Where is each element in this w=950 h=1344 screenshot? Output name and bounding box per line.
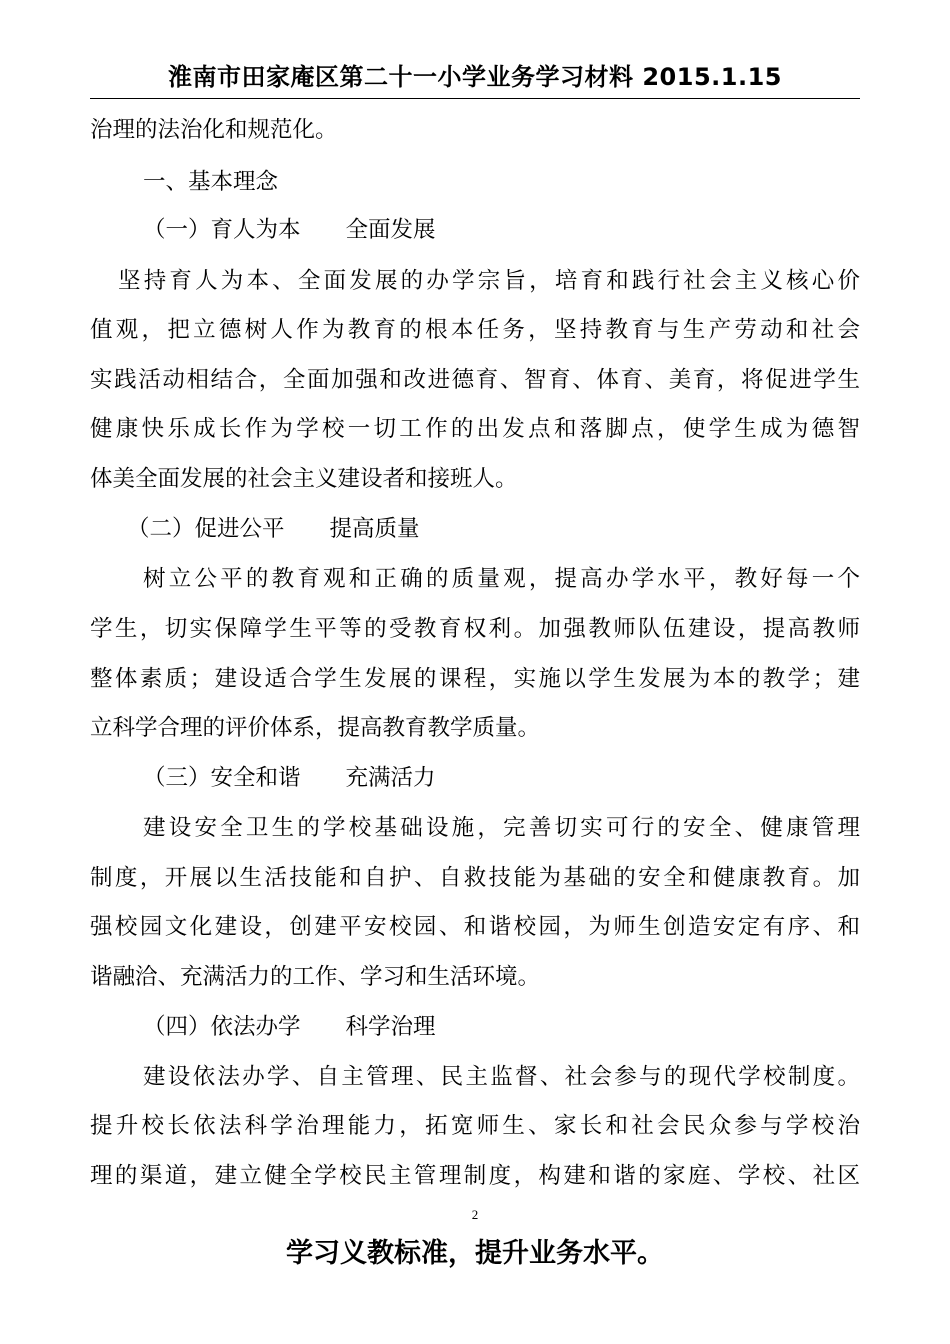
page-number: 2 [471,1207,479,1222]
body-line: 建设安全卫生的学校基础设施，完善切实可行的安全、健康管理 [143,815,860,841]
subsection-heading: （一）育人为本 全面发展 [143,217,436,243]
body-line: 建设依法办学、自主管理、民主监督、社会参与的现代学校制度。 [143,1064,860,1090]
subsection-heading: （三）安全和谐 充满活力 [143,765,436,791]
document-header: 淮南市田家庵区第二十一小学业务学习材料 2015.1.15 [168,63,782,91]
subsection-heading: （四）依法办学 科学治理 [143,1014,436,1040]
body-line: 立科学合理的评价体系，提高教育教学质量。 [90,715,541,741]
body-line: 理的渠道，建立健全学校民主管理制度，构建和谐的家庭、学校、社区 [90,1163,860,1189]
body-line: 坚持育人为本、全面发展的办学宗旨，培育和践行社会主义核心价 [118,268,860,294]
body-line: 提升校长依法科学治理能力，拓宽师生、家长和社会民众参与学校治 [90,1113,860,1139]
body-line: 体美全面发展的社会主义建设者和接班人。 [90,466,518,492]
section-heading: 一、基本理念 [143,169,279,195]
body-line: 强校园文化建设，创建平安校园、和谐校园，为师生创造安定有序、和 [90,914,860,940]
document-footer: 学习义教标准，提升业务水平。 [286,1238,664,1269]
body-line: 谐融洽、充满活力的工作、学习和生活环境。 [90,964,541,990]
body-line: 治理的法治化和规范化。 [90,117,338,143]
body-line: 树立公平的教育观和正确的质量观，提高办学水平，教好每一个 [143,566,860,592]
body-line: 健康快乐成长作为学校一切工作的出发点和落脚点，使学生成为德智 [90,416,860,442]
header-rule [90,98,860,99]
body-line: 整体素质；建设适合学生发展的课程，实施以学生发展为本的教学；建 [90,666,860,692]
body-line: 制度，开展以生活技能和自护、自救技能为基础的安全和健康教育。加 [90,865,860,891]
subsection-heading: （二）促进公平 提高质量 [127,516,420,542]
body-line: 实践活动相结合，全面加强和改进德育、智育、体育、美育，将促进学生 [90,367,860,393]
body-line: 学生，切实保障学生平等的受教育权利。加强教师队伍建设，提高教师 [90,616,860,642]
body-line: 值观，把立德树人作为教育的根本任务，坚持教育与生产劳动和社会 [90,317,860,343]
